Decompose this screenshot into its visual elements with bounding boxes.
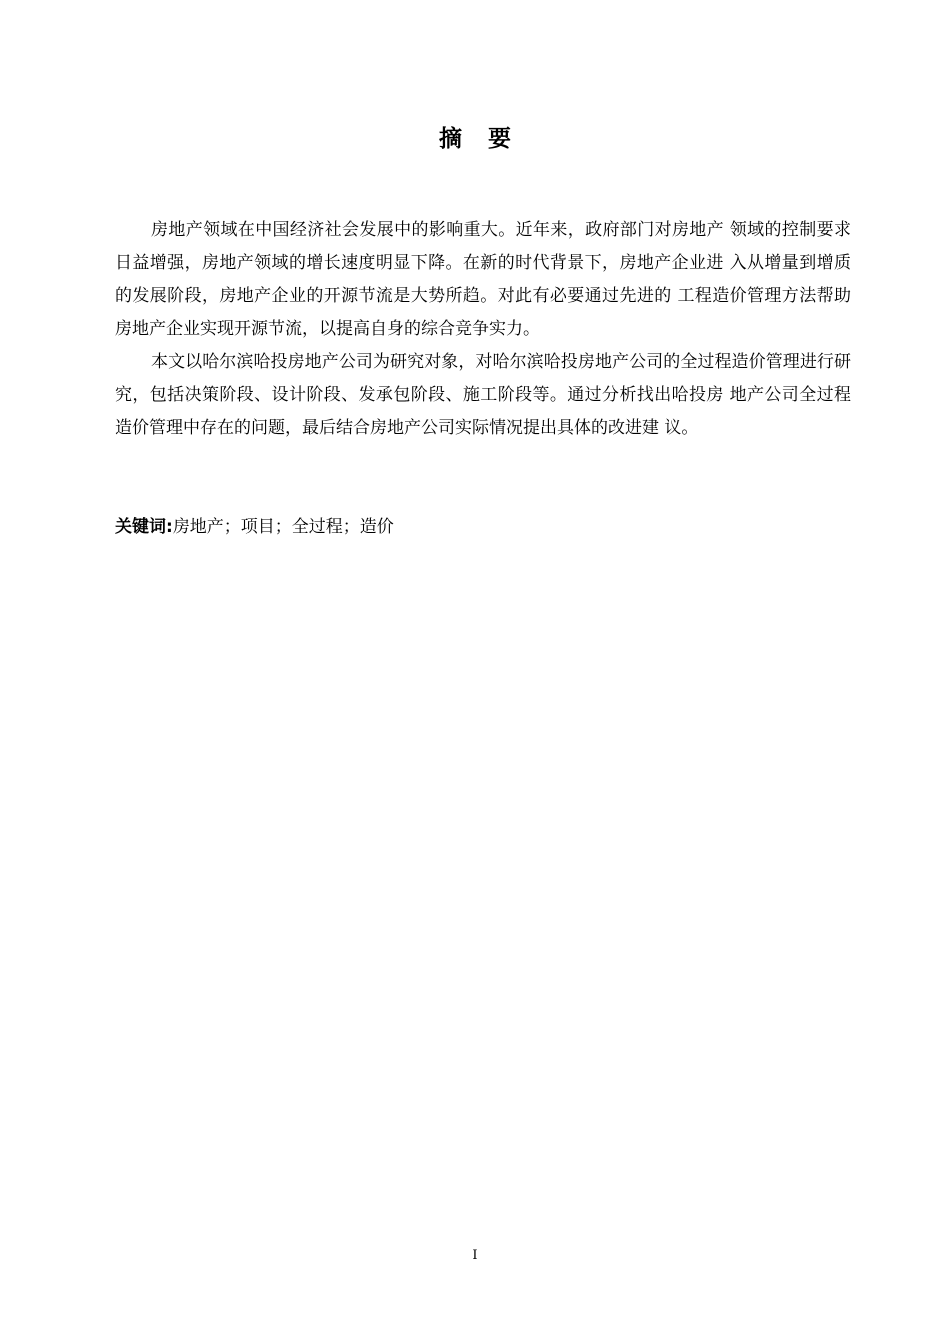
abstract-paragraph-1: 房地产领域在中国经济社会发展中的影响重大。近年来，政府部门对房地产 领域的控制要求日益增强，房地产领域的增长速度明显下降。在新的时代背景下，房地产企业进 入从增量到增质的发展阶段，房地产企业的开源节流是大势所趋。对此有必要通过先进的 工程造价管理方法帮助房地产企业实现开源节流，以提高自身的综合竞争实力。 bbox=[115, 220, 851, 339]
keywords-label: 关键词: bbox=[115, 517, 173, 537]
keywords-text: 房地产；项目；全过程；造价 bbox=[172, 517, 394, 537]
abstract-paragraph-2: 本文以哈尔滨哈投房地产公司为研究对象，对哈尔滨哈投房地产公司的全过程造价管理进行研究，包括决策阶段、设计阶段、发承包阶段、施工阶段等。通过分析找出哈投房 地产公司全过程造价管理中存在的问题，最后结合房地产公司实际情况提出具体的改进建 议。 bbox=[115, 352, 851, 438]
abstract-body bbox=[115, 214, 851, 445]
page-number: I bbox=[472, 1248, 478, 1263]
keywords-line bbox=[115, 512, 851, 542]
abstract-title: 摘要 bbox=[439, 126, 537, 152]
